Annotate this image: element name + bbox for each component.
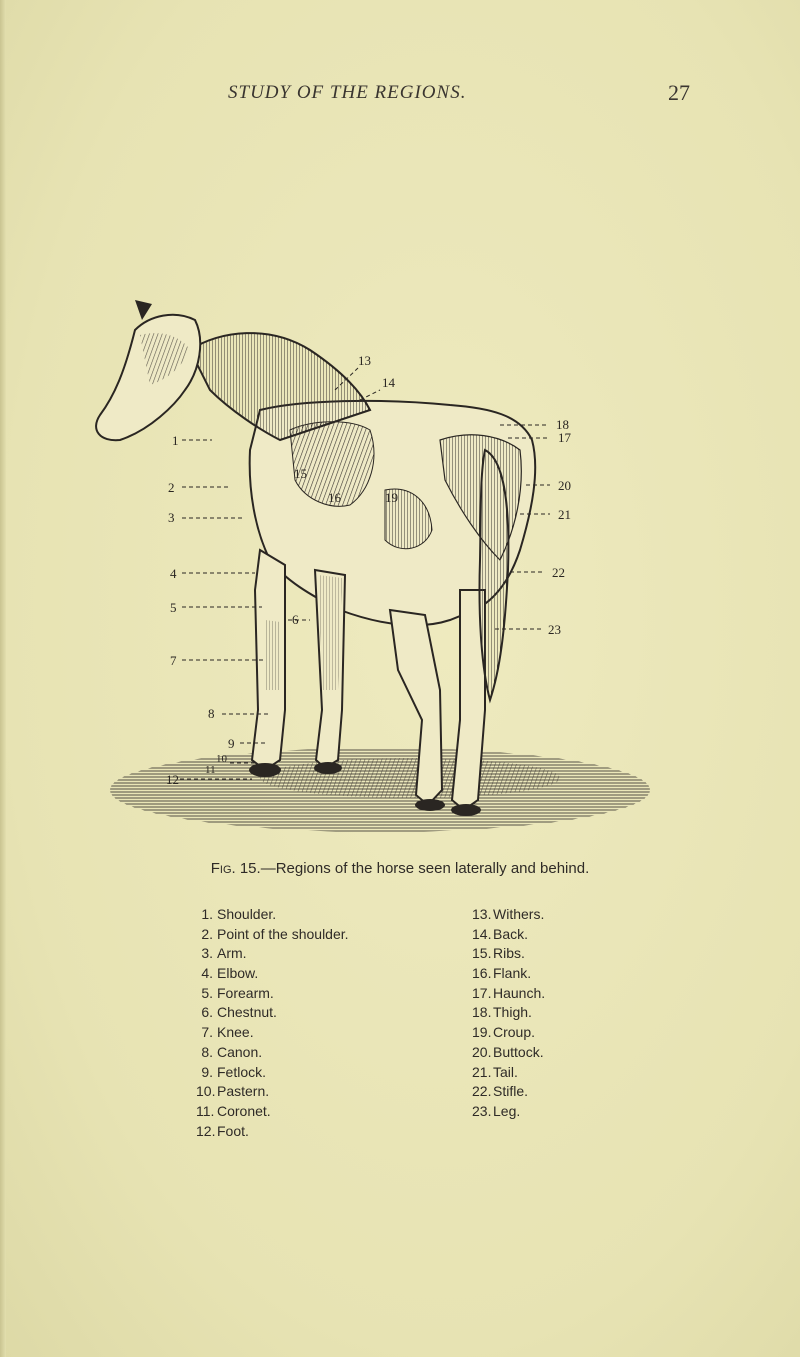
legend-item: 16. Flank. [472,965,532,982]
legend-column-left [196,905,349,1141]
page-gutter [0,0,6,1357]
legend-item: 2. Point of the shoulder. [201,925,349,942]
legend-item: 5. Forearm. [201,984,274,1001]
page-number: 27 [668,80,690,105]
callout-3: 3 [168,510,175,525]
legend-item: 23. Leg. [472,1102,521,1119]
callout-14: 14 [382,375,395,390]
legend-item: 8. Canon. [201,1043,263,1060]
callout-17: 17 [558,430,571,445]
figure-caption [0,860,800,877]
callout-12: 12 [166,772,179,787]
horse-engraving [80,290,680,850]
legend-item: 9. Fetlock. [201,1063,267,1080]
legend-item: 14. Back. [472,925,529,942]
callout-18: 18 [556,417,569,432]
legend-item: 13. Withers. [472,906,545,922]
callout-16: 16 [328,490,341,505]
callout-1: 1 [172,433,179,448]
callout-2: 2 [168,480,175,495]
callout-6: 6 [292,612,299,627]
callout-7: 7 [170,653,177,668]
legend-item: 18. Thigh. [472,1004,532,1021]
legend-item: 10. Pastern. [196,1083,270,1100]
horse-tail [479,450,508,700]
legend-column-right [472,905,545,1122]
horse-illustration [80,290,680,850]
legend-item: 1. Shoulder. [201,906,277,922]
legend-item: 15. Ribs. [472,945,525,962]
figure-label: Fig. 15. [210,860,261,877]
callout-21: 21 [558,507,571,522]
legend-item: 22. Stifle. [472,1083,529,1100]
legend-item: 11. Coronet. [196,1102,271,1119]
callout-10: 10 [216,753,227,765]
callout-20: 20 [558,478,571,493]
callout-9: 9 [228,736,235,751]
legend-item: 19. Croup. [472,1024,536,1041]
legend-item: 3. Arm. [201,945,247,962]
legend-item: 6. Chestnut. [201,1004,277,1021]
legend-item: 20. Buttock. [472,1043,544,1060]
legend-item: 4. Elbow. [201,965,259,982]
callout-4: 4 [170,566,177,581]
callout-13: 13 [358,353,371,368]
legend-item: 21. Tail. [472,1063,518,1080]
callout-8: 8 [208,706,215,721]
callout-19: 19 [385,490,398,505]
callout-5: 5 [170,600,177,615]
running-head: STUDY OF THE REGIONS. [228,82,467,103]
legend-item: 7. Knee. [201,1024,254,1041]
callout-22: 22 [552,565,565,580]
callout-23: 23 [548,622,561,637]
callout-15: 15 [294,466,307,481]
callout-11: 11 [205,764,216,776]
caption-text: —Regions of the horse seen laterally and behind. [260,860,590,877]
legend-item: 17. Haunch. [472,984,546,1001]
legend-item: 12. Foot. [196,1122,249,1139]
